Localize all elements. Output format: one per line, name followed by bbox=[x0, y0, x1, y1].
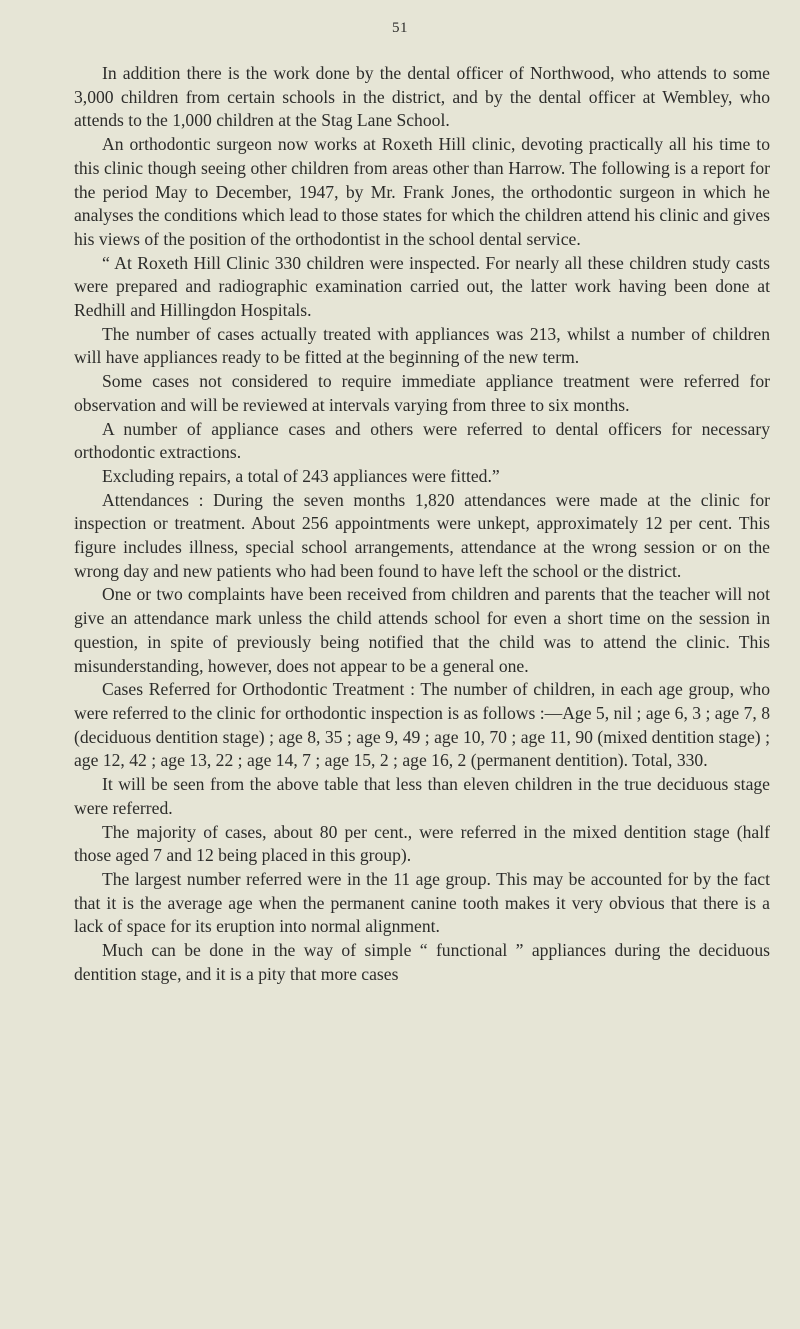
paragraph: Much can be done in the way of simple “ functional ” appliances during the deciduous dentition stage, and it is a pity that more cases bbox=[74, 940, 770, 984]
paragraph: A number of appliance cases and others were referred to dental officers for necessary orthodontic extractions. bbox=[74, 418, 770, 463]
body-text bbox=[74, 62, 770, 986]
paragraph: Attendances : During the seven months 1,820 attendances were made at the clinic for inspection or treatment. About 256 appointments were unkept, approximately 12 per cent. This figure includes illness, special school arrangements, attendance at the wrong session or on the wrong day and new patients who had been found to have left the school or the district. bbox=[74, 489, 770, 581]
paragraph: It will be seen from the above table that less than eleven children in the true deciduous stage were referred. bbox=[74, 774, 770, 818]
paragraph: The number of cases actually treated with appliances was 213, whilst a number of children will have appliances ready to be fitted at the beginning of the new term. bbox=[74, 323, 770, 368]
paragraph: Cases Referred for Orthodontic Treatment : The number of children, in each age group, who were referred to the clinic for orthodontic inspection is as follows :—Age 5, nil ; age 6, 3 ; age 7, 8 (deciduous dentition stage) ; age 8, 35 ; age 9, 49 ; age 10, 70 ; age 11, 90 (mixed dentition stage) ; age 12, 42 ; age 13, 22 ; age 14, 7 ; age 15, 2 ; age 16, 2 (permanent dentition). Total, 330. bbox=[74, 679, 770, 771]
paragraph: “ At Roxeth Hill Clinic 330 children were inspected. For nearly all these children study casts were prepared and radiographic examination carried out, the latter work having been done at Redhill and Hillingdon Hospitals. bbox=[74, 252, 770, 321]
paragraph: In addition there is the work done by the dental officer of Northwood, who attends to some 3,000 children from certain schools in the district, and by the dental officer at Wembley, who attends to the 1,000 children at the Stag Lane School. bbox=[74, 63, 770, 131]
paragraph: An orthodontic surgeon now works at Roxeth Hill clinic, devoting practically all his time to this clinic though seeing other children from areas other than Harrow. The following is a report for the period May to December, 1947, by Mr. Frank Jones, the orthodontic surgeon in which he analyses the conditions which lead to those states for which the children attend his clinic and gives his views of the position of the orthodontist in the school dental service. bbox=[74, 134, 770, 249]
paragraph: The majority of cases, about 80 per cent., were referred in the mixed dentition stage (half those aged 7 and 12 being placed in this group). bbox=[74, 821, 770, 866]
paragraph: Some cases not considered to require immediate appliance treatment were referred for observation and will be reviewed at intervals varying from three to six months. bbox=[74, 371, 770, 415]
paragraph: Excluding repairs, a total of 243 appliances were fitted.” bbox=[102, 465, 500, 486]
paragraph: The largest number referred were in the 11 age group. This may be accounted for by the fact that it is the average age when the permanent canine tooth makes it very obvious that there is a lack of space for its eruption into normal alignment. bbox=[74, 868, 770, 937]
paragraph: One or two complaints have been received from children and parents that the teacher will not give an attendance mark unless the child attends school for even a short time on the session in question, in spite of previously being notified that the child was to attend the clinic. This misunderstanding, however, does not appear to be a general one. bbox=[74, 584, 770, 676]
page-number: 51 bbox=[392, 20, 408, 36]
